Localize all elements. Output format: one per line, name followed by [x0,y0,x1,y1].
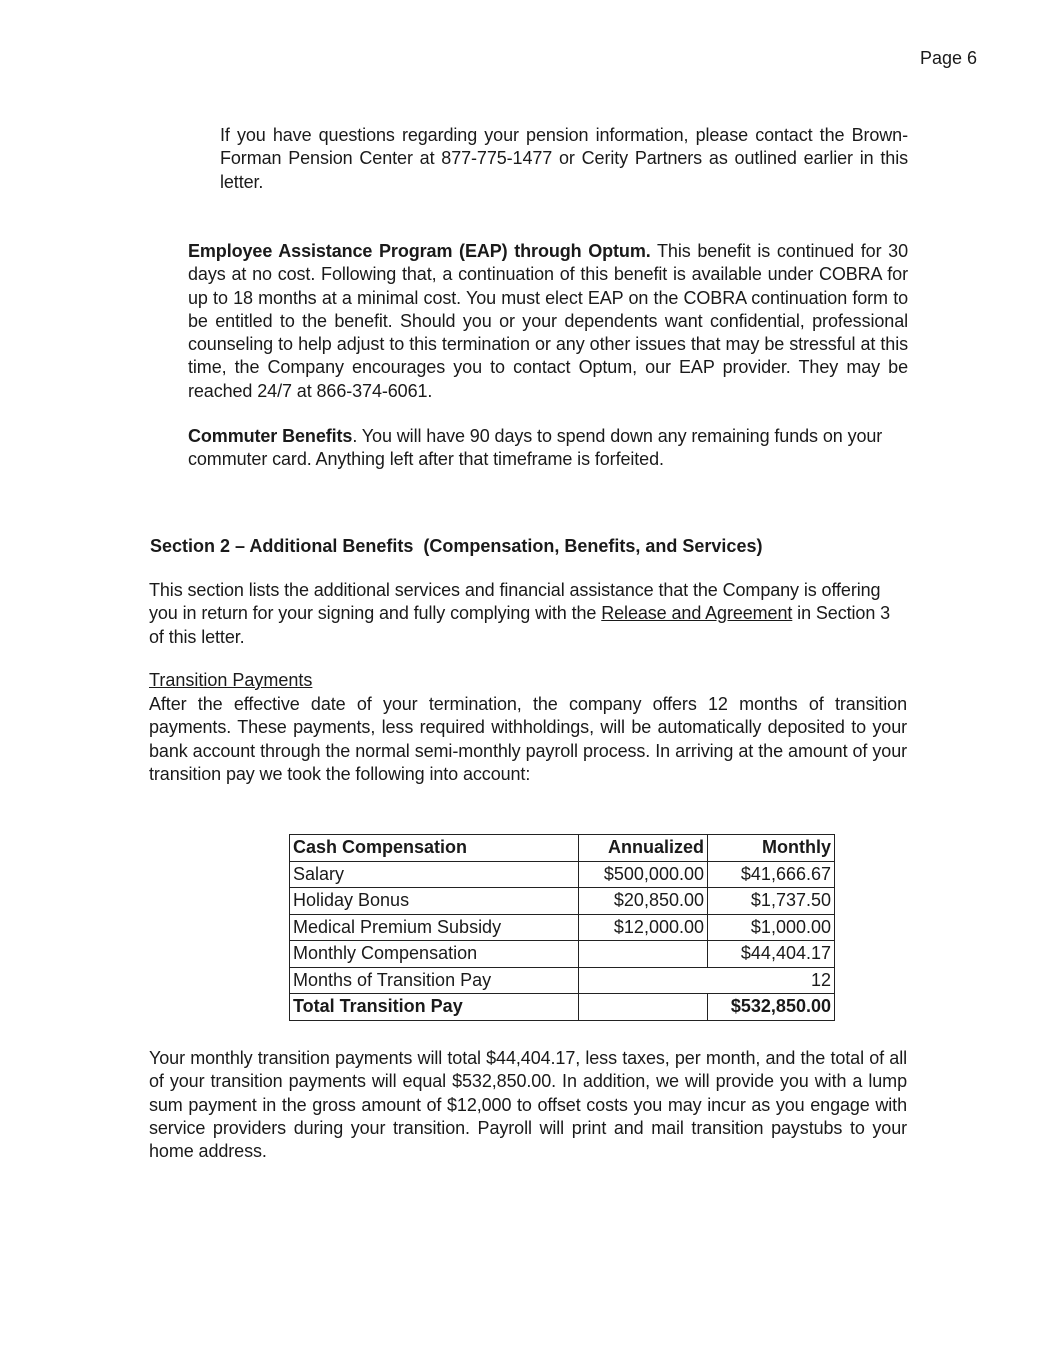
header-annualized: Annualized [579,835,708,862]
row-annualized: $500,000.00 [579,861,708,888]
header-monthly: Monthly [708,835,835,862]
row-annualized: $12,000.00 [579,914,708,941]
pension-paragraph [220,124,908,194]
row-annualized: $20,850.00 [579,888,708,915]
eap-text: This benefit is continued for 30 days at no cost. Following that, a continuation of this benefit is available under COBRA for up to 18 months at a minimal cost. You must elect EAP on the COBRA continuation form to be entitled to the benefit. Should you or your dependents want confidential, professional counseling to help adjust to this termination or any other issues that may be stressful at this time, the Company encourages you to contact Optum, our EAP provider. They may be reached 24/7 at 866-374-6061. [188,241,908,401]
closing-paragraph [149,1047,907,1163]
cash-compensation-table [289,834,835,1021]
commuter-text: . You will have 90 days to spend down any remaining funds on your commuter card. Anything left after that timeframe is forfeited. [188,426,883,470]
transition-payments-heading: Transition Payments [149,670,313,690]
section-intro-text-after: in Section 3 of this letter. [149,603,891,647]
commuter-paragraph [188,425,908,472]
page-number: Page 6 [920,48,978,68]
row-label: Holiday Bonus [290,888,579,915]
commuter-title: Commuter Benefits [188,426,353,446]
table-row [290,914,835,941]
row-monthly: $1,000.00 [708,914,835,941]
table-row [290,967,835,994]
row-monthly: $1,737.50 [708,888,835,915]
total-annualized [579,994,708,1021]
table-row [290,941,835,968]
release-and-agreement-reference: Release and Agreement [601,603,793,624]
row-label: Medical Premium Subsidy [290,914,579,941]
transition-paragraph [149,693,907,786]
table-header-row [290,835,835,862]
eap-title: Employee Assistance Program (EAP) through Optum. [188,241,651,261]
table-row [290,861,835,888]
row-label: Monthly Compensation [290,941,579,968]
table-row [290,888,835,915]
row-monthly: $41,666.67 [708,861,835,888]
row-monthly: $44,404.17 [708,941,835,968]
pension-text: If you have questions regarding your pension information, please contact the Brown-Forman Pension Center at 877-775-1477 or Cerity Partners as outlined earlier in this letter. [220,125,908,192]
row-merged-value: 12 [579,967,835,994]
row-annualized [579,941,708,968]
transition-text: After the effective date of your termination, the company offers 12 months of transition payments. These payments, less required withholdings, will be automatically deposited to your bank account through the normal semi-monthly payroll process. In arriving at the amount of your transition pay we took the following into account: [149,694,907,784]
closing-text: Your monthly transition payments will total $44,404.17, less taxes, per month, and the total of all of your transition payments will equal $532,850.00. In addition, we will provide you with a lump sum payment in the gross amount of $12,000 to offset costs you may incur as you engage with service providers during your transition. Payroll will print and mail transition paystubs to your home address. [149,1048,907,1162]
row-label: Salary [290,861,579,888]
section-intro-text-before: This section lists the additional services and financial assistance that the Company is offering you in return for your signing and fully complying with the [149,580,881,624]
row-label: Months of Transition Pay [290,967,579,994]
total-label: Total Transition Pay [290,994,579,1021]
section-2-heading: Section 2 – Additional Benefits (Compensation, Benefits, and Services) [150,536,763,556]
total-monthly: $532,850.00 [708,994,835,1021]
header-cash-compensation: Cash Compensation [290,835,579,862]
table-total-row [290,994,835,1021]
section-2-intro [149,579,906,649]
eap-paragraph [188,240,908,403]
